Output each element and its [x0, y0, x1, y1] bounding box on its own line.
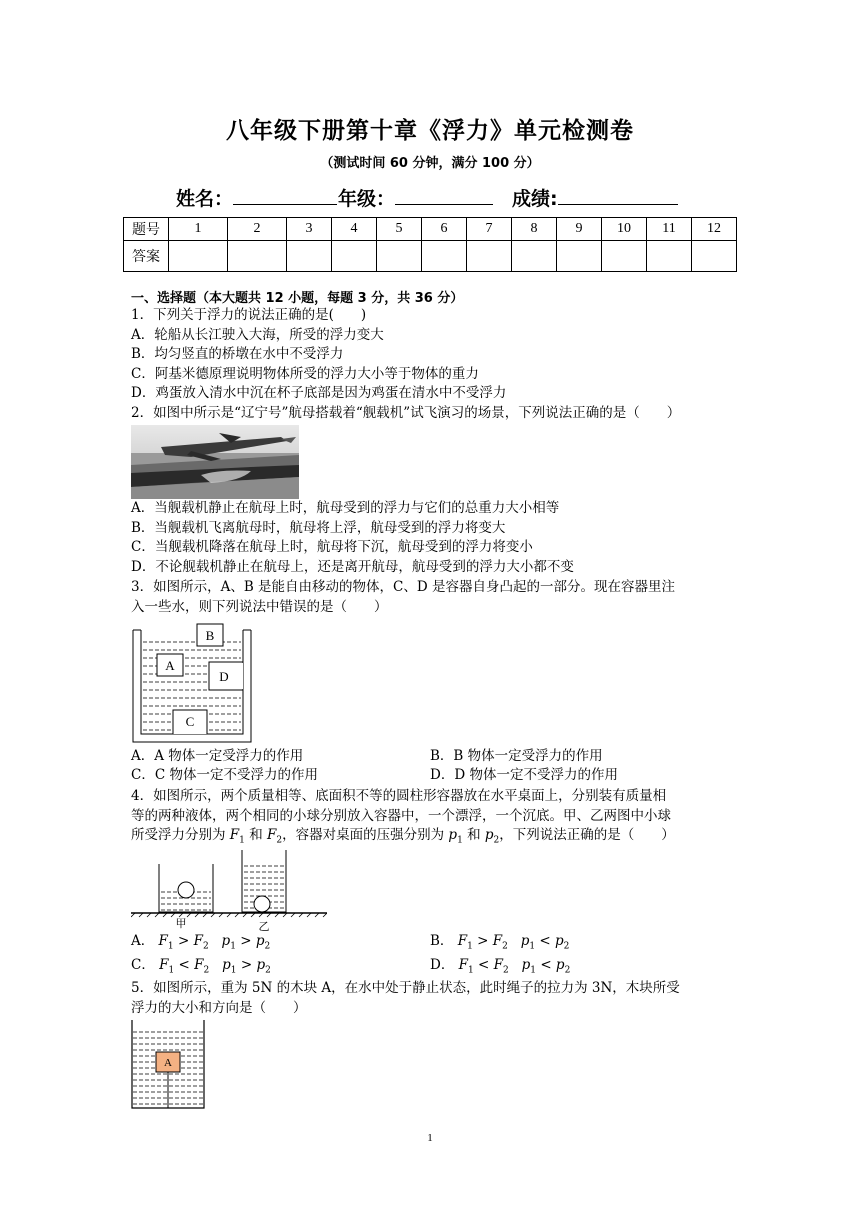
stem-line: 等的两种液体，两个相同的小球分别放入容器中，一个漂浮，一个沉底。甲、乙两图中小球	[131, 807, 671, 824]
answer-cell[interactable]	[467, 241, 512, 272]
name-label: 姓名：	[176, 188, 234, 210]
wood-block-label: A	[164, 1057, 172, 1069]
protrusion-c-label: C	[185, 714, 195, 729]
name-blank[interactable]	[233, 186, 337, 205]
answer-cell[interactable]	[169, 241, 228, 272]
question-number-cell: 10	[602, 218, 647, 241]
stem-line: 3．如图所示，A、B 是能自由移动的物体，C、D 是容器自身凸起的一部分。现在容器里注	[131, 579, 675, 595]
option-c: C．当舰载机降落在航母上时，航母将下沉，航母受到的浮力将变小	[131, 539, 533, 556]
block-b-label: B	[205, 628, 215, 643]
answer-cell[interactable]	[692, 241, 737, 272]
question-number-cell: 4	[332, 218, 377, 241]
answer-cell[interactable]	[557, 241, 602, 272]
q3-option-c: C．C 物体一定不受浮力的作用	[131, 767, 318, 783]
score-label: 成绩:	[512, 188, 558, 210]
grade-label: 年级：	[338, 188, 396, 210]
protrusion-d-label: D	[219, 669, 229, 684]
question-number-cell: 5	[377, 218, 422, 241]
q4-option-a: A． $F_1 > F_2$ $p_1 > p_2$	[131, 933, 271, 952]
table-row	[124, 241, 737, 272]
option-b: B．均匀竖直的桥墩在水中不受浮力	[131, 346, 344, 363]
question-number-cell: 11	[647, 218, 692, 241]
option-b: B．当舰载机飞离航母时，航母将上浮，航母受到的浮力将变大	[131, 519, 506, 536]
question-number-cell: 9	[557, 218, 602, 241]
q4-option-d: D． $F_1 < F_2$ $p_1 < p_2$	[430, 957, 571, 976]
container-diagram	[131, 622, 255, 746]
block-in-water-diagram	[131, 1018, 205, 1110]
score-field	[512, 184, 678, 211]
floating-ball	[178, 882, 194, 898]
answer-cell[interactable]	[228, 241, 287, 272]
answer-table	[123, 217, 737, 272]
option-a: A．轮船从长江驶入大海，所受的浮力变大	[131, 326, 384, 343]
question-3-stem	[131, 578, 675, 617]
option-d: D．鸡蛋放入清水中沉在杯子底部是因为鸡蛋在清水中不受浮力	[131, 385, 507, 402]
grade-blank[interactable]	[395, 186, 493, 205]
question-2-stem: 2．如图中所示是“辽宁号”航母搭载着“舰载机”试飞演习的场景，下列说法正确的是（ ）	[131, 405, 681, 421]
stem-line: 4．如图所示，两个质量相等、底面积不等的圆柱形容器放在水平桌面上，分别装有质量相	[131, 788, 667, 804]
stem-line: 5．如图所示，重为 5N 的木块 A，在水中处于静止状态，此时绳子的拉力为 3N，木块所受	[131, 980, 680, 996]
stem-line: 所受浮力分别为 $F_1$ 和 $F_2$，容器对桌面的压强分别为 $p_1$ 和 $p_2$，下列说法正确的是（ ）	[131, 827, 675, 846]
label-jia: 甲	[175, 918, 187, 930]
q3-option-a: A．A 物体一定受浮力的作用	[131, 748, 304, 764]
answer-cell[interactable]	[602, 241, 647, 272]
block-a-label: A	[165, 658, 175, 673]
page-number: 1	[427, 1132, 433, 1144]
aircraft-carrier-photo	[131, 425, 299, 499]
table-row	[124, 218, 737, 241]
question-number-cell: 3	[287, 218, 332, 241]
question-number-cell: 8	[512, 218, 557, 241]
sunken-ball	[254, 896, 270, 912]
answer-cell[interactable]	[422, 241, 467, 272]
q3-option-d: D．D 物体一定不受浮力的作用	[430, 767, 618, 783]
page-title: 八年级下册第十章《浮力》单元检测卷	[226, 118, 634, 144]
score-blank[interactable]	[558, 186, 678, 205]
question-stem: 1．下列关于浮力的说法正确的是( )	[131, 307, 367, 323]
q4-option-b: B． $F_1 > F_2$ $p_1 < p_2$	[430, 933, 570, 952]
answer-cell[interactable]	[647, 241, 692, 272]
option-a: A．当舰载机静止在航母上时，航母受到的浮力与它们的总重力大小相等	[131, 500, 560, 516]
q4-option-c: C． $F_1 < F_2$ $p_1 > p_2$	[131, 957, 271, 976]
table-header-cell: 题号	[124, 218, 169, 241]
option-c: C．阿基米德原理说明物体所受的浮力大小等于物体的重力	[131, 365, 479, 382]
label-yi: 乙	[258, 921, 270, 932]
section-heading: 一、选择题（本大题共 12 小题，每题 3 分，共 36 分）	[131, 291, 464, 306]
stem-line: 入一些水，则下列说法中错误的是（ ）	[131, 598, 388, 615]
stem-line: 浮力的大小和方向是（ ）	[131, 999, 307, 1016]
question-number-cell: 6	[422, 218, 467, 241]
q3-option-b: B．B 物体一定受浮力的作用	[430, 748, 603, 764]
two-containers-diagram	[131, 846, 327, 932]
name-field	[176, 184, 337, 211]
answer-cell[interactable]	[512, 241, 557, 272]
question-number-cell: 1	[169, 218, 228, 241]
answer-cell[interactable]	[332, 241, 377, 272]
grade-field	[338, 184, 493, 211]
option-d: D．不论舰载机静止在航母上，还是离开航母，航母受到的浮力大小都不变	[131, 558, 574, 575]
table-header-cell: 答案	[124, 241, 169, 272]
question-1	[131, 306, 506, 404]
question-number-cell: 7	[467, 218, 512, 241]
question-5-stem	[131, 979, 680, 1018]
question-number-cell: 2	[228, 218, 287, 241]
question-2-options	[131, 499, 574, 577]
answer-cell[interactable]	[287, 241, 332, 272]
question-number-cell: 12	[692, 218, 737, 241]
question-4-stem	[131, 787, 675, 851]
answer-cell[interactable]	[377, 241, 422, 272]
page-subtitle: （测试时间 60 分钟，满分 100 分）	[320, 156, 540, 171]
